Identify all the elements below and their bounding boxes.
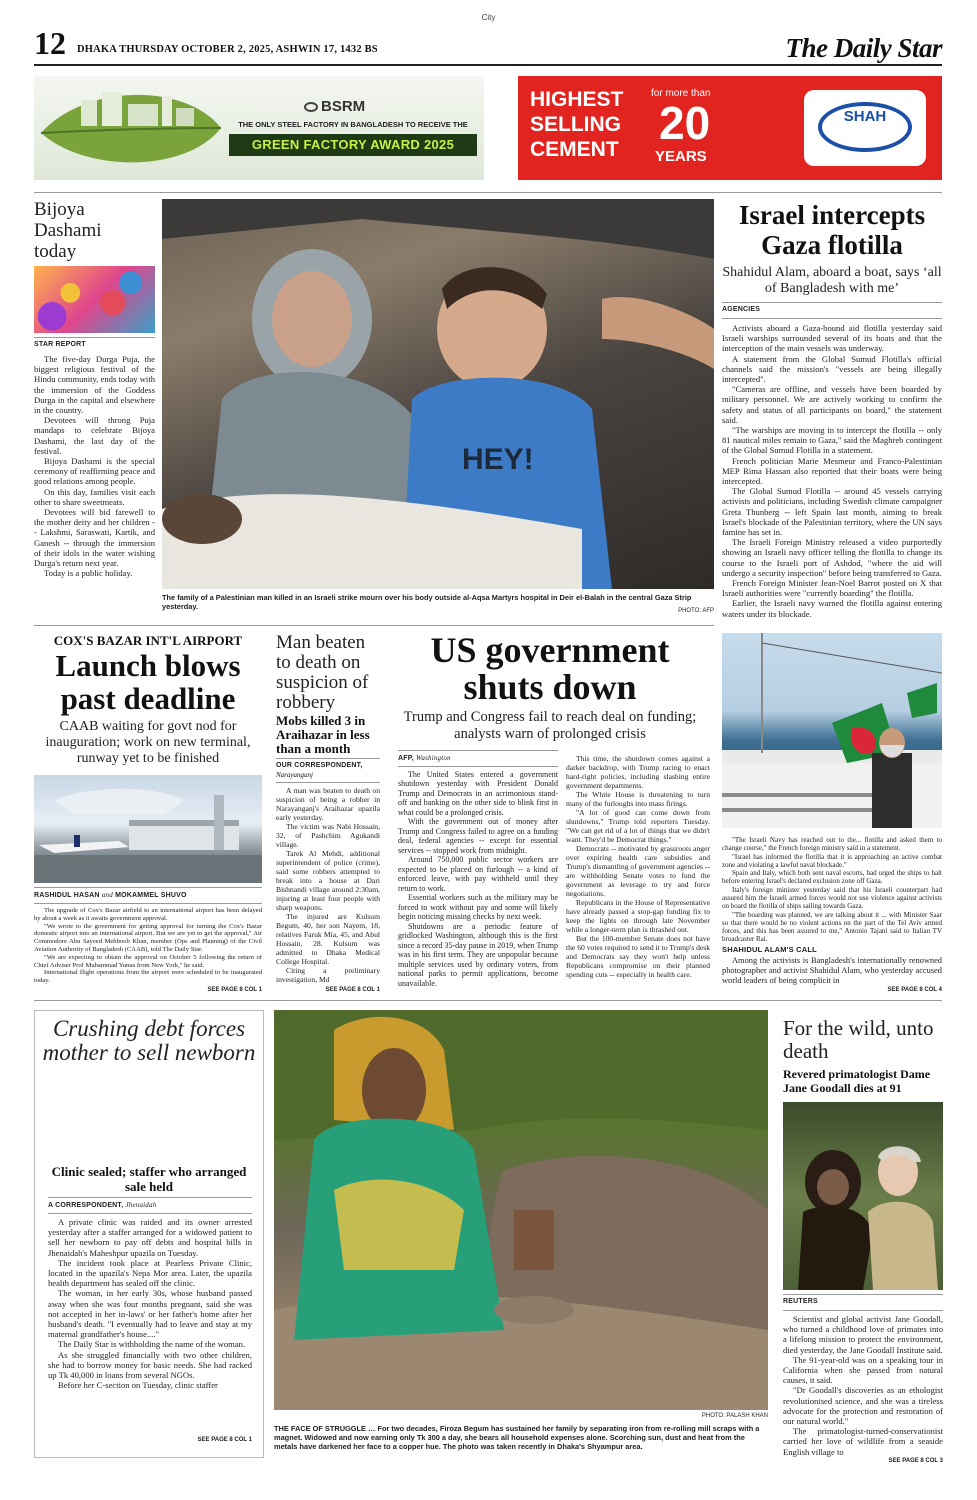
israel-subhead: Shahidul Alam, aboard a boat, says ‘all of Bangladesh with me’ [722,265,942,296]
shah-cement-ad[interactable] [518,76,942,180]
paragraph: Earlier, the Israeli navy warned the flotilla against entering waters under its blockade. [722,598,942,619]
paragraph: The White House is threatening to turn many of the furloughs into mass firings. [566,790,710,808]
paragraph: Devotees will bid farewell to the mother deity and her children -- Lakshmi, Saraswati, Kartik, and Ganesh -- through the immersion of their idols in the water wishing Durga's return next year. [34,507,155,569]
paragraph: A private clinic was raided and its owner arrested yesterday after a staffer arranged for a widowed patient to sell her newborn to pay off debts and hospital bills in Jhenaidah's Maheshpur upazila on Tuesday. [48,1217,252,1258]
struggle-photo-caption: THE FACE OF STRUGGLE … For two decades, Firoza Begum has sustained her family by separating iron from re-rolling mill scraps with a magnet. Widowed and now earning only Tk 300 a day, she bears all household expenses alone. Scorching sun, dust and heat from the metals have darkened her face to a copper hue. The photo was taken recently in Dhaka's Shyampur area. [274,1424,760,1451]
paragraph: The 91-year-old was on a speaking tour in California when she passed from natural causes, it said. [783,1354,943,1386]
paragraph: "A lot of good can come down from shutdowns," Trump told reporters Tuesday. "We can get rid of a lot of things that we didn't want. They'd be Democrat things." [566,808,710,844]
shah-years: YEARS [655,148,707,165]
struggle-photo [274,1010,768,1410]
paragraph: The United States entered a government shutdown yesterday with President Donald Trump and Democrats in an acrimonious stand-off and banking on the other side to blink first in what could be a prolonged crisis. [398,770,558,817]
masthead-rule [34,64,942,66]
paragraph: Shutdowns are a periodic feature of gridlocked Washington, although this is the first since a record 35-day pause in 2019, when Trump was in his first term. They are unpopular because multiple services used by ordinary voters, from national parks to permit applications, become unavailable. [398,921,558,988]
section-label: City [481,13,496,22]
coxs-author-2: MOKAMMEL SHUVO [115,892,187,899]
paragraph: Democrats -- motivated by grassroots anger over expiring health care subsidies and Trump's dismantling of government agencies -- are withholding Senate votes to fund the government as leverage to try and force negotiations. [566,844,710,898]
crushing-byline-text: A CORRESPONDENT, [48,1202,124,1209]
bsrm-line1: THE ONLY STEEL FACTORY IN BANGLADESH TO RECEIVE THE [238,120,468,129]
gaza-mourning-photo [162,199,714,589]
paragraph: Essential workers such as the military may be forced to work without pay and some will likely begin noticing missing checks by next week. [398,893,558,922]
shah-logo-text-1: SHAH [843,108,887,125]
bijoya-byline: STAR REPORT [34,341,86,348]
gaza-photo-figures [162,199,714,589]
israel-body-2 [722,836,942,944]
shah-headline-1: HIGHEST [530,88,624,111]
struggle-photo-credit: PHOTO: PALASH KHAN [701,1413,768,1419]
paragraph: Scientist and global activist Jane Goodall, who turned a childhood love of primates into a lifelong mission to protect the environment, died yesterday, the Jane Goodall Institute said. [783,1314,943,1355]
paragraph: Activists aboard a Gaza-bound aid flotilla yesterday said Israeli warships surrounded several of its boats and that the interception of the main vessels was underway. [722,323,942,354]
paragraph: Before her C-section on Tuesday, clinic staffer [58,1380,218,1391]
paragraph: International flight operations from the airport were scheduled to be inaugurated today. [34,969,262,985]
paragraph: But the 100-member Senate does not have the 60 votes required to send it to Trump's desk and Democrats say they won't help unless Republicans compromise on their planned spending cuts -- especially in health care. [566,934,710,979]
coxs-byline-rule [34,887,262,888]
paragraph: Tarek Al Mehdi, additional superintendent of police (crime), said some robbers attempted to break into a house at Dari Bishnandi village around 2:30am, injuring at least four people with sharp weapons. [276,849,380,912]
paragraph: Among the activists is Bangladesh's internationally renowned photographer and activist Shahidul Alam, who yesterday accused world leaders of being complicit in [722,956,942,985]
coxs-author-and: and [101,891,113,899]
paragraph: The woman, in her early 30s, whose husband passed away when she was four months pregnant, said she was not accepted in her in-laws' or her father's home after her husband's death. "I eventually had to leave and stay at my maternal grandfather's house...." [48,1288,252,1340]
flotilla-photo [722,633,942,828]
paragraph: The upgrade of Cox's Bazar airfield to an international airport has been delayed by about a week as it awaits government approval. [34,907,262,922]
paragraph: The incident took place at Pearless Private Clinic, located in the upazila's Nepa Mor area. Later, the upazila health department has sealed off the clinic. [48,1257,252,1289]
masthead-logo: The Daily Star [785,33,942,63]
crushing-see-page[interactable]: SEE PAGE 8 COL 1 [197,1437,252,1443]
paragraph: "The warships are moving in to intercept the flotilla -- only 81 nautical miles remain to Gaza," said the Maghreb contingent of the Global Sumud Flotilla in a statement. [722,425,942,456]
shah-number: 20 [659,97,711,149]
us-subhead: Trump and Congress fail to reach deal on funding; analysts warn of prolonged crisis [403,709,697,742]
bsrm-award-banner: GREEN FACTORY AWARD 2025 [229,134,477,156]
us-byline-agency: AFP, [398,755,414,762]
goodall-headline: For the wild, unto death [783,1016,934,1063]
goodall-photo-figures [783,1102,943,1290]
us-body-col2 [566,754,710,979]
coxs-byline [34,891,187,899]
paragraph: On this day, families visit each other to share sweetmeats. [34,486,155,507]
paragraph: "The boarding was planned, we are talking about it ... with Minister Saar so that there would be no violent actions on the part of the Tel Aviv armed forces, and this has been assured to me," Antonio Tajani said to Italian TV broadcaster Rai. [722,910,942,944]
paragraph: French Foreign Minister Jean-Noel Barrot posted on X that Israeli authorities were "currently boarding" the flotilla. [722,578,942,599]
us-byline-place: Washington [416,754,451,762]
durga-illustration [34,266,155,333]
crushing-subhead: Clinic sealed; staffer who arranged sale held [51,1164,247,1194]
paragraph: Citing a preliminary investigation, Md [276,966,380,984]
shah-logo-text-2: CEMENT [843,127,887,138]
us-headline: US government shuts down [430,630,670,707]
beaten-place: Narayanganj [276,771,313,779]
paragraph: Spain and Italy, which both sent naval escorts, had urged the ships to halt before entering Israel's declared exclusion zone off Gaza. [722,869,942,886]
us-byline-rule [398,750,558,751]
lower-section-rule [34,625,714,626]
paragraph: Italy's foreign minister yesterday said that his Israeli counterpart had assured him the Israeli armed forces would not use violence against activists on board the flotilla of ships sailing towards Gaza. [722,885,942,911]
gaza-photo-caption: The family of a Palestinian man killed in an Israeli strike mourn over his body outside al-Aqsa Martyrs hospital in Deir el-Balah in the central Gaza Strip yesterday. [162,593,692,611]
goodall-subhead: Revered primatologist Dame Jane Goodall dies at 91 [783,1067,931,1095]
goodall-byline-rule [783,1294,943,1295]
shah-logo-box [804,90,926,166]
paragraph: The primatologist-turned-conservationist carried her love of wildlife from a seaside English village to [783,1426,943,1457]
coxs-body [34,907,262,985]
svg-text:HEY!: HEY! [462,443,534,476]
shah-headline-3: CEMENT [530,138,619,161]
paragraph: The five-day Durga Puja, the biggest religious festival of the Hindu community, ends today with the immersion of the Goddess Durga in the capital and elsewhere in the country. [34,354,155,416]
beaten-byline-rule-2 [276,782,380,783]
goodall-byline: REUTERS [783,1298,818,1305]
paragraph: A man was beaten to death on suspicion of being a robber in Narayanganj's Araihazar upazila early yesterday. [276,786,380,822]
coxs-see-page[interactable]: SEE PAGE 8 COL 1 [207,987,262,993]
us-body-col1 [398,770,558,988]
coxs-kicker: COX'S BAZAR INT'L AIRPORT [53,633,243,648]
dateline: DHAKA THURSDAY OCTOBER 2, 2025, ASHWIN 17, 1432 BS [77,44,378,55]
ads-rule [34,192,942,193]
us-byline [398,754,451,762]
beaten-body [276,786,380,984]
paragraph: "Cameras are offline, and vessels have been boarded by military personnel. We are actively working to confirm the safety and status of all participants on board," the statement said. [722,384,942,425]
crushing-byline-rule-2 [48,1213,252,1214]
paragraph: This time, the shutdown comes against a darker backdrop, with Trump racing to enact hard-right policies, including slashing entire government departments. [566,754,710,790]
paragraph: The injured are Kulsum Begum, 40, her son Nayem, 18, relatives Faruk Mia, 45, and Abul Hossain, 28. Kulsum was admitted to Dhaka Medical College Hospital. [276,912,380,966]
paragraph: Around 750,000 public sector workers are expected to be placed on furlough -- a kind of enforced leave, with pay withheld until they return to work. [398,855,558,893]
israel-byline-rule-2 [722,318,942,319]
paragraph: With the government out of money after Trump and Congress failed to agree on a funding deal, federal agencies -- except for essential services -- stopped work from midnight. [398,817,558,855]
leaf-graphic [36,78,226,178]
gaza-photo-credit: PHOTO: AFP [678,608,714,614]
paragraph: "We are expecting to obtain the approval on October 5 following the return of Chief Adviser Prof Muhammad Yunus from New York," he said. [34,953,262,969]
goodall-see-page[interactable]: SEE PAGE 8 COL 3 [888,1458,943,1464]
crushing-byline-place: Jhenaidah [125,1201,157,1209]
paragraph: "Israel has informed the flotilla that it is approaching an active combat zone and violating a lawful naval blockade." [722,852,942,869]
coxs-headline: Launch blows past deadline [55,648,241,716]
goodall-body [783,1314,943,1457]
beaten-see-page[interactable]: SEE PAGE 8 COL 1 [325,987,380,993]
coxs-subhead: CAAB waiting for govt nod for inauguration; work on new terminal, runway yet to be finished [45,719,251,766]
paragraph: "We wrote to the government for getting approval for turning the Cox's Bazar domestic airport into an international airport. But we are yet to get the approval," Air Commodore Abu Sayeed Mehboob Khan, member (Ops and Planning) of the Civil Aviation Authority of Bangladesh (CAAB), told The Daily Star. [34,922,262,953]
paragraph: French politician Marie Mesmeur and Franco-Palestinian MEP Rima Hassan also reported that their boats were being intercepted. [722,455,942,487]
shah-for-more-than: for more than [651,88,711,99]
us-byline-rule-2 [398,766,558,767]
israel-subhead-2: SHAHIDUL ALAM'S CALL [722,945,817,954]
bijoya-title: Bijoya Dashami today [34,199,102,262]
airport-photo-figures [34,775,262,883]
coxs-author-1: RASHIDUL HASAN [34,892,100,899]
israel-body [722,323,942,619]
paragraph: As she struggled financially with two other children, she had to borrow money for basic needs. She had racked up Tk 40,000 in loans from several NGOs. [48,1349,252,1381]
paragraph: The Daily Star is withholding the name of the woman. [58,1339,246,1350]
lower-section-rule-2 [34,1000,942,1001]
bsrm-ad[interactable] [34,76,484,180]
goodall-photo [783,1102,943,1290]
flotilla-photo-figures [722,633,942,828]
crushing-body [48,1217,252,1390]
paragraph: Today is a public holiday. [44,568,133,579]
paragraph: The victim was Nabi Hossain, 32, of Pashchim Agukandi village. [276,822,380,849]
paragraph: Republicans in the House of Representative have already passed a stop-gap funding fix to keep the lights on through late November while a longer-term plan is thrashed out. [566,898,710,934]
beaten-subhead: Mobs killed 3 in Araihazar in less than a month [276,713,370,756]
paragraph: The Global Sumud Flotilla -- around 45 vessels carrying activists and politicians, including Swedish climate campaigner Greta Thunberg -- left Spain last month, aiming to break Israel's blockade of the Palestinian territory, where the UN says famine has set in. [722,486,942,538]
paragraph: Bijoya Dashami is the special ceremony of reaffirming peace and good relations among people. [34,456,155,487]
airport-photo [34,775,262,883]
paragraph: A statement from the Global Sumud Flotilla's official channels said the mission's "vessels are being illegally intercepted". [722,353,942,385]
beaten-headline: Man beaten to death on suspicion of robbery [276,632,369,713]
israel-byline-rule [722,302,942,303]
struggle-photo-figures [274,1010,768,1410]
bsrm-brand: BSRM [304,98,365,115]
beaten-byline: OUR CORRESPONDENT, [276,762,363,769]
page-number: 12 [34,25,66,61]
bsrm-logo-icon [304,102,318,112]
israel-headline: Israel intercepts Gaza flotilla [738,200,926,260]
israel-byline: AGENCIES [722,306,761,313]
beaten-byline-rule [276,758,380,759]
paragraph: The Israeli Foreign Ministry released a video purportedly showing an Israeli navy officer telling the flotilla to change its course to the Israeli port of Ashdod, "where the aid will undergo a security inspection" before being transferred to Gaza. [722,537,942,578]
paragraph: "Dr Goodall's discoveries as an ethologist revolutionised science, and she was a tireless advocate for the protection and restoration of our natural world." [783,1385,943,1427]
israel-see-page[interactable]: SEE PAGE 8 COL 4 [887,987,942,993]
bijoya-body [34,354,155,578]
paragraph: "The Israeli Navy has reached out to the... flotilla and asked them to change course," the French foreign ministry said in a statement. [722,836,942,853]
israel-body-3 [722,956,942,986]
bijoya-byline-rule [34,337,155,338]
crushing-headline: Crushing debt forces mother to sell newborn [42,1016,256,1065]
crushing-byline-rule [48,1197,252,1198]
crushing-byline [48,1201,156,1209]
shah-headline-2: SELLING [530,113,622,136]
paragraph: Devotees will throng Puja mandaps to celebrate Bijoya Dashami, the last day of the festival. [34,415,155,456]
coxs-byline-rule-2 [34,903,262,904]
goodall-byline-rule-2 [783,1310,943,1311]
